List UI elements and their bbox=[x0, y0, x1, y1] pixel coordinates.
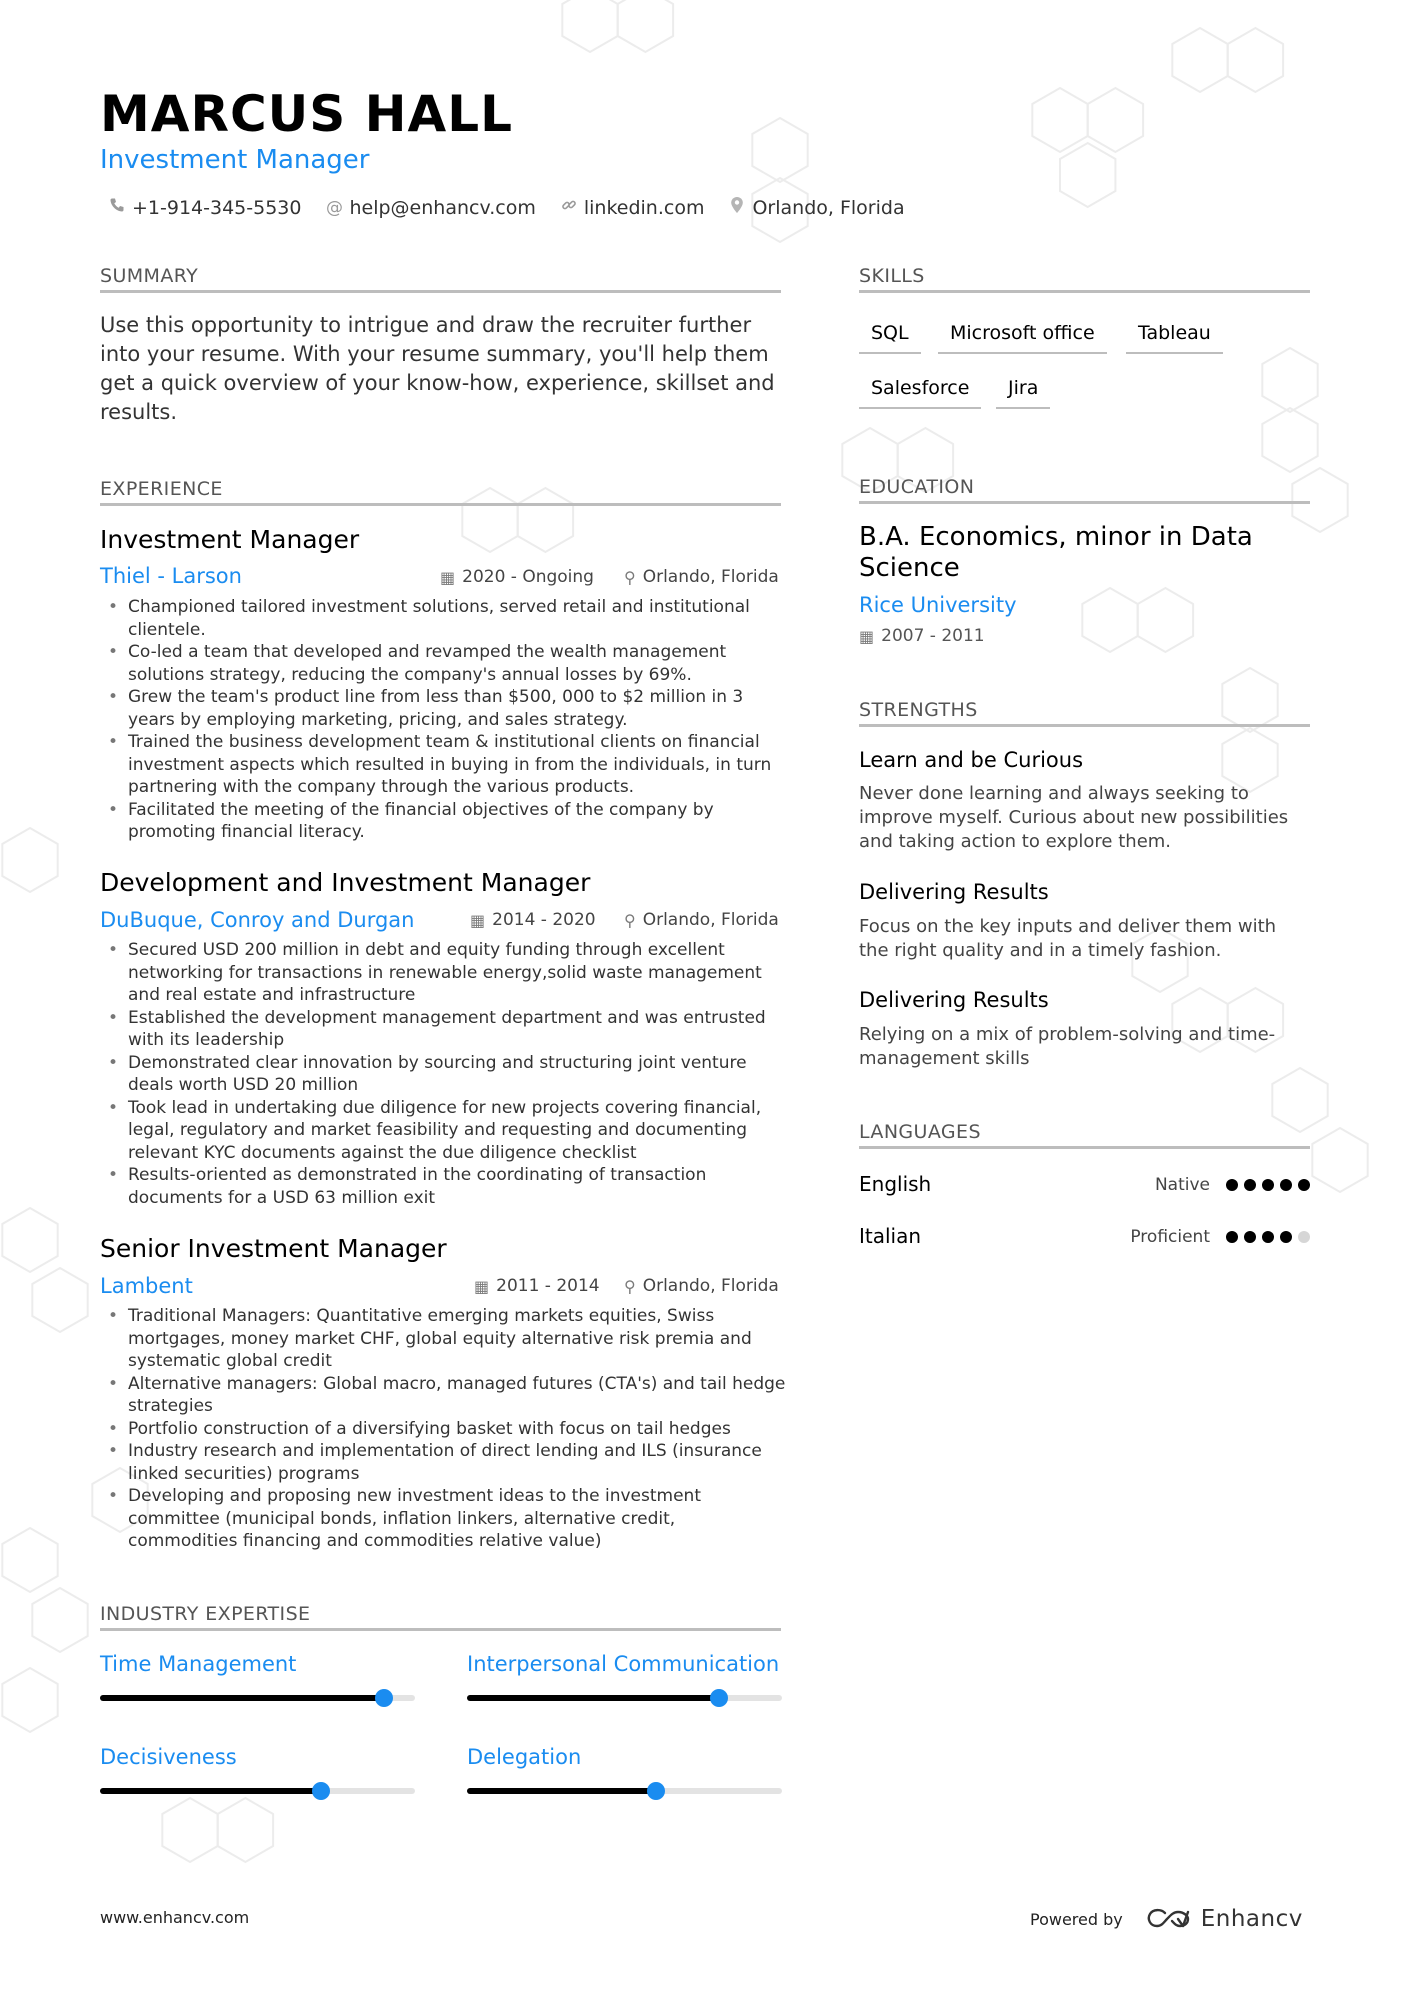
contact-email[interactable] bbox=[325, 196, 535, 219]
language-dots bbox=[1226, 1231, 1310, 1243]
job-dates bbox=[440, 567, 594, 587]
job-dates-text: 2014 - 2020 bbox=[492, 910, 596, 930]
location-icon: ⚲ bbox=[624, 567, 636, 587]
strengths-divider bbox=[859, 724, 1310, 727]
list-item: • Grew the team's product line from less than $500, 000 to $2 million in 3 years by employing marketing, pricing, and sales strategy. bbox=[100, 686, 790, 731]
expertise-bar-fill bbox=[467, 1695, 719, 1701]
contact-bar bbox=[108, 196, 905, 219]
strength-description: Relying on a mix of problem-solving and time-management skills bbox=[859, 1024, 1276, 1069]
languages-divider bbox=[859, 1146, 1310, 1149]
expertise-bar bbox=[467, 1695, 782, 1701]
calendar-icon: ▦ bbox=[470, 910, 486, 930]
strength-title: Delivering Results bbox=[859, 988, 1049, 1012]
list-item: • Traditional Managers: Quantitative emerging markets equities, Swiss mortgages, money market CHF, global equity alternative risk premia and systematic global credit bbox=[100, 1305, 790, 1373]
language-dot-filled bbox=[1298, 1179, 1310, 1191]
expertise-bar-knob bbox=[647, 1782, 665, 1800]
job-location bbox=[624, 1276, 779, 1296]
contact-location bbox=[728, 196, 904, 219]
job-location bbox=[624, 910, 779, 930]
list-item: • Portfolio construction of a diversifying basket with focus on tail hedges bbox=[100, 1418, 790, 1441]
powered-by-label: Powered by bbox=[1030, 1909, 1123, 1929]
language-dot-filled bbox=[1244, 1179, 1256, 1191]
candidate-title: Investment Manager bbox=[100, 145, 370, 175]
expertise-bar bbox=[100, 1695, 415, 1701]
education-dates-text: 2007 - 2011 bbox=[881, 626, 985, 646]
calendar-icon: ▦ bbox=[440, 567, 456, 587]
experience-divider bbox=[100, 503, 781, 506]
phone-icon bbox=[108, 197, 126, 218]
education-degree: B.A. Economics, minor in Data Science bbox=[859, 522, 1253, 583]
expertise-name: Time Management bbox=[100, 1652, 297, 1676]
company-name: Thiel - Larson bbox=[100, 564, 242, 588]
skill-tag: Jira bbox=[996, 371, 1050, 409]
strength-description: Focus on the key inputs and deliver them with the right quality and in a timely fashion. bbox=[859, 916, 1277, 961]
expertise-bar-knob bbox=[375, 1689, 393, 1707]
job-dates-text: 2020 - Ongoing bbox=[462, 567, 594, 587]
list-item: • Championed tailored investment solutions, served retail and institutional clientele. bbox=[100, 596, 790, 641]
skill-tag: Microsoft office bbox=[938, 316, 1107, 354]
expertise-name: Interpersonal Communication bbox=[467, 1652, 780, 1676]
education-dates bbox=[859, 626, 985, 646]
enhancv-logo-icon bbox=[1145, 1907, 1193, 1931]
list-item: • Results-oriented as demonstrated in the coordinating of transaction documents for a USD 63 million exit bbox=[100, 1164, 790, 1209]
job-dates bbox=[474, 1276, 600, 1296]
education-heading: EDUCATION bbox=[859, 476, 975, 498]
strength-description: Never done learning and always seeking to improve myself. Curious about new possibilities and taking action to explore them. bbox=[859, 783, 1289, 852]
list-item: • Co-led a team that developed and revamped the wealth management solutions strategy, reducing the company's annual losses by 69%. bbox=[100, 641, 790, 686]
summary-text: Use this opportunity to intrigue and draw the recruiter further into your resume. With your resume summary, you'll help them get a quick overview of your know-how, experience, skillset and results. bbox=[100, 313, 775, 424]
expertise-bar-knob bbox=[312, 1782, 330, 1800]
expertise-heading: INDUSTRY EXPERTISE bbox=[100, 1603, 311, 1625]
summary-heading: SUMMARY bbox=[100, 265, 199, 287]
job-dates bbox=[470, 910, 596, 930]
language-level: Proficient bbox=[1130, 1227, 1210, 1247]
job-location bbox=[624, 567, 779, 587]
expertise-bar-fill bbox=[467, 1788, 656, 1794]
language-name: Italian bbox=[859, 1224, 922, 1248]
location-icon: ⚲ bbox=[624, 910, 636, 930]
list-item: • Alternative managers: Global macro, managed futures (CTA's) and tail hedge strategies bbox=[100, 1373, 790, 1418]
language-dot-empty bbox=[1298, 1231, 1310, 1243]
language-level: Native bbox=[1154, 1175, 1210, 1195]
list-item: • Trained the business development team & institutional clients on financial investment aspects which resulted in buying in from the individuals, in turn partnering with the company through the various products. bbox=[100, 731, 790, 799]
footer-website[interactable]: www.enhancv.com bbox=[100, 1908, 250, 1927]
list-item: • Demonstrated clear innovation by sourcing and structuring joint venture deals worth USD 20 million bbox=[100, 1052, 790, 1097]
job-bullets bbox=[100, 1305, 790, 1553]
footer-branding bbox=[1030, 1906, 1303, 1932]
calendar-icon: ▦ bbox=[474, 1276, 490, 1296]
link-icon bbox=[560, 197, 578, 218]
summary-divider bbox=[100, 290, 781, 293]
job-bullets bbox=[100, 939, 790, 1209]
company-name: DuBuque, Conroy and Durgan bbox=[100, 908, 415, 932]
job-location-text: Orlando, Florida bbox=[642, 910, 779, 930]
strength-title: Learn and be Curious bbox=[859, 748, 1084, 772]
job-location-text: Orlando, Florida bbox=[642, 1276, 779, 1296]
list-item: • Secured USD 200 million in debt and equity funding through excellent networking for transactions in renewable energy,solid waste management and real estate and infrastructure bbox=[100, 939, 790, 1007]
enhancv-logo-text: Enhancv bbox=[1200, 1906, 1303, 1932]
location-icon: ⚲ bbox=[624, 1276, 636, 1296]
contact-location-text: Orlando, Florida bbox=[752, 196, 905, 219]
experience-heading: EXPERIENCE bbox=[100, 478, 223, 500]
skills-divider bbox=[859, 290, 1310, 293]
job-dates-text: 2011 - 2014 bbox=[496, 1276, 600, 1296]
list-item: • Industry research and implementation of direct lending and ILS (insurance linked securities) programs bbox=[100, 1440, 790, 1485]
education-school: Rice University bbox=[859, 593, 1017, 617]
job-title: Development and Investment Manager bbox=[100, 868, 591, 897]
job-location-text: Orlando, Florida bbox=[642, 567, 779, 587]
language-dot-filled bbox=[1262, 1231, 1274, 1243]
job-title: Investment Manager bbox=[100, 525, 360, 554]
skill-tag: Tableau bbox=[1126, 316, 1223, 354]
language-dot-filled bbox=[1226, 1179, 1238, 1191]
language-name: English bbox=[859, 1172, 932, 1196]
expertise-name: Decisiveness bbox=[100, 1745, 237, 1769]
contact-phone-text: +1-914-345-5530 bbox=[132, 196, 302, 219]
enhancv-logo[interactable] bbox=[1145, 1906, 1303, 1932]
contact-linkedin-text: linkedin.com bbox=[583, 196, 705, 219]
list-item: • Established the development management department and was entrusted with its leadership bbox=[100, 1007, 790, 1052]
job-title: Senior Investment Manager bbox=[100, 1234, 447, 1263]
language-dot-filled bbox=[1280, 1179, 1292, 1191]
list-item: • Took lead in undertaking due diligence for new projects covering financial, legal, regulatory and market feasibility and requesting and documenting relevant KYC documents against the due diligence checklist bbox=[100, 1097, 790, 1165]
expertise-name: Delegation bbox=[467, 1745, 582, 1769]
contact-phone[interactable] bbox=[108, 196, 301, 219]
expertise-divider bbox=[100, 1628, 781, 1631]
expertise-bar-knob bbox=[710, 1689, 728, 1707]
language-dot-filled bbox=[1262, 1179, 1274, 1191]
strengths-heading: STRENGTHS bbox=[859, 699, 978, 721]
skill-tag: Salesforce bbox=[859, 371, 981, 409]
candidate-name: MARCUS HALL bbox=[100, 85, 513, 143]
calendar-icon: ▦ bbox=[859, 626, 875, 646]
list-item: • Facilitated the meeting of the financial objectives of the company by promoting financial literacy. bbox=[100, 799, 790, 844]
contact-linkedin[interactable] bbox=[560, 196, 705, 219]
expertise-bar-fill bbox=[100, 1695, 384, 1701]
language-dot-filled bbox=[1244, 1231, 1256, 1243]
skill-tag: SQL bbox=[859, 316, 921, 354]
expertise-bar-fill bbox=[100, 1788, 321, 1794]
education-divider bbox=[859, 501, 1310, 504]
at-icon: @ bbox=[325, 197, 343, 218]
expertise-bar bbox=[100, 1788, 415, 1794]
list-item: • Developing and proposing new investment ideas to the investment committee (municipal bonds, inflation linkers, alternative credit, commodities financing and commodities relative value) bbox=[100, 1485, 790, 1553]
job-bullets bbox=[100, 596, 790, 844]
language-dot-filled bbox=[1226, 1231, 1238, 1243]
language-dot-filled bbox=[1280, 1231, 1292, 1243]
skills-heading: SKILLS bbox=[859, 265, 925, 287]
languages-heading: LANGUAGES bbox=[859, 1121, 981, 1143]
strength-title: Delivering Results bbox=[859, 880, 1049, 904]
contact-email-text: help@enhancv.com bbox=[349, 196, 536, 219]
language-dots bbox=[1226, 1179, 1310, 1191]
company-name: Lambent bbox=[100, 1274, 193, 1298]
expertise-bar bbox=[467, 1788, 782, 1794]
location-icon bbox=[728, 196, 746, 219]
